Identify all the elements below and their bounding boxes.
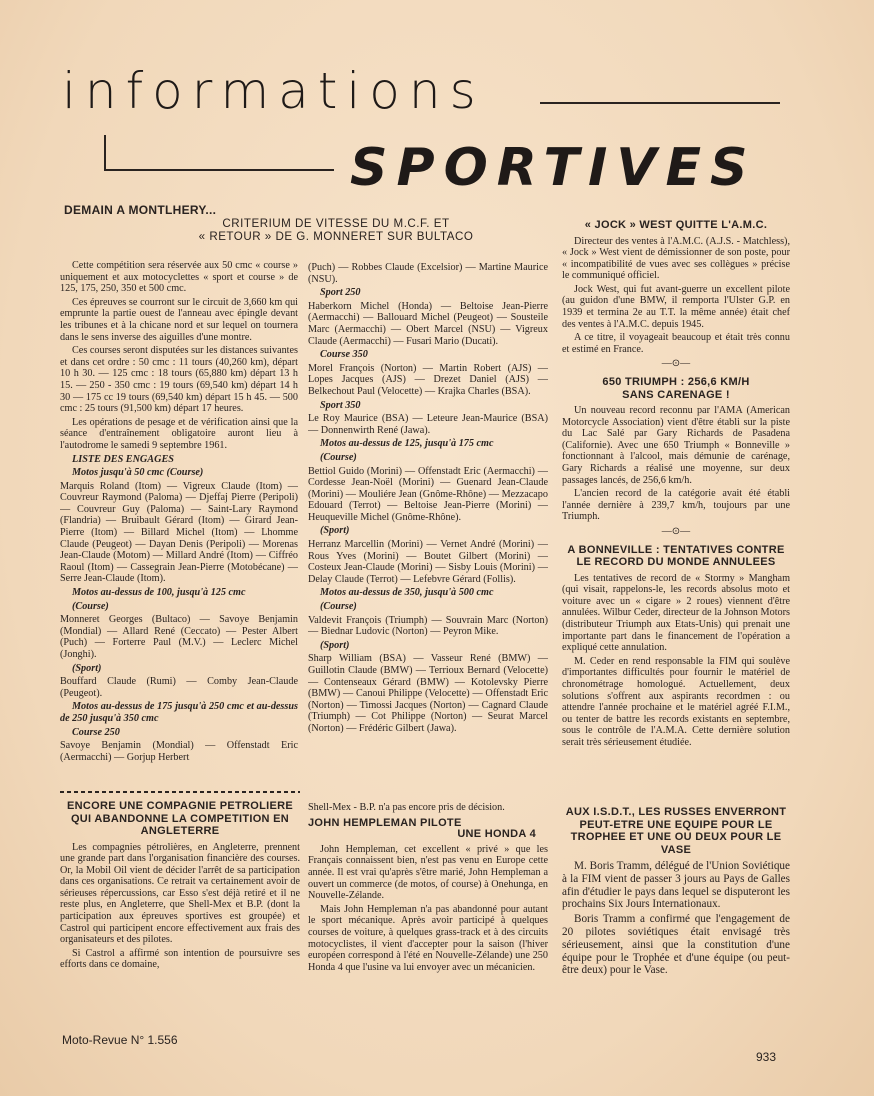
paragraph: Ces épreuves se courront sur le circuit de 3,660 km qui emprunte la partie ouest de l'anneau avec épingle devant les tribunes et à la chicane nord et sur lequel on tournera dans le sens inverse des aiguilles d'une montre.: [60, 296, 298, 343]
article-montlhery-col1: [60, 260, 298, 788]
category-heading: Sport 250: [320, 287, 361, 299]
category-heading: Motos jusqu'à 50 cmc (Course): [72, 467, 204, 479]
category-heading: Motos au-dessus de 175 jusqu'à 250 cmc et au-dessus de 250 jusqu'à 350 cmc: [60, 701, 298, 724]
entries-list: Sharp William (BSA) — Vasseur René (BMW) — Guillotin Claude (BMW) — Terrioux Bernard (Velocette) — Contenseaux Gérard (BMW) — Kotolevsky Pierre (BMW) — Canoui Philippe (Velocette) — Offenstadt Eric (Norton) — Timossi Jacques (Norton) — Cagnard Claude (Triumph) — Cot Philippe (Norton) — Seurat Marcel (Norton) — Frédéric Gilbert (Jawa).: [308, 653, 548, 734]
paragraph: M. Boris Tramm, délégué de l'Union Soviétique à la FIM vient de passer 3 jours au Pays de Galles afin d'étudier le pays dans lequel se disputeront les prochains Six Jours Internationaux.: [562, 860, 790, 911]
masthead-rule-vertical: [104, 135, 106, 171]
entries-list: Bettiol Guido (Morini) — Offenstadt Eric (Aermacchi) — Cordesse Jean-Noël (Morini) — Guenard Jean-Claude (Morini) — Mouliére Jean (Gnôme-Rhône) — Mezzacapo Edouard (Terrot) — Beltoise Jean-Pierre (Morini) — Heuqueville Michel (Gnôme-Rhône).: [308, 465, 548, 523]
paragraph: John Hempleman, cet excellent « privé » que les Français connaissent bien, n'est pas venu en Europe cette année. Il est vrai qu'après s'être marié, John Hempleman a ouvert un commerce (de motos, of course) à Onehunga, en Nouvelle-Zélande.: [308, 843, 548, 902]
masthead-sportives: SPORTIVES: [350, 138, 757, 198]
paragraph: Directeur des ventes à l'A.M.C. (A.J.S. - Matchless), « Jock » West vient de démissionner de son poste, pour « incompatibilité de vues avec ses collègues » précise le communiqué officiel.: [562, 235, 790, 282]
category-subheading: (Sport): [72, 662, 102, 674]
masthead-informations: informations: [62, 62, 485, 120]
article-triumph-title: 650 TRIUMPH : 256,6 KM/H: [602, 376, 750, 389]
article-petroliere-title: ENCORE UNE COMPAGNIE PETROLIERE QUI ABANDONNE LA COMPETITION EN ANGLETERRE: [66, 800, 294, 837]
separator-ornament: —⊙—: [661, 358, 691, 370]
category-heading: Course 350: [320, 349, 368, 361]
category-subheading: (Course): [320, 601, 357, 613]
article-bonneville-title: A BONNEVILLE : TENTATIVES CONTRE LE RECORD DU MONDE ANNULEES: [567, 543, 785, 569]
paragraph: Un nouveau record reconnu par l'AMA (American Motorcycle Association) vient d'être établi sur la piste du Lac Salé par Gary Richards de Pasadena (Californie). Avec une 650 Triumph « Bonneville » fonctionnant à l'alcool, mais démunie de carénage, Gary Richards a réalisé une moyenne, sur deux passages lancés, de 256,6 km/h.: [562, 405, 790, 486]
masthead-rule-right: [540, 102, 780, 104]
article-isdt: [562, 806, 790, 1038]
paragraph: A ce titre, il voyageait beaucoup et était très connu et estimé en France.: [562, 332, 790, 355]
category-subheading: (Sport): [320, 525, 350, 537]
category-heading: Motos au-dessus de 125, jusqu'à 175 cmc: [320, 438, 494, 450]
article-petroliere: [60, 786, 300, 1021]
paragraph: Cette compétition sera réservée aux 50 cmc « course » uniquement et aux motocyclettes « sport et course » de 125, 175, 250, 350 et 500 cmc.: [60, 260, 298, 295]
entries-list: Morel François (Norton) — Martin Robert (AJS) — Lopes Jacques (AJS) — Drezet Daniel (AJS) — Belkechout Paul (Velocette) — Krajka Charles (BSA).: [308, 362, 548, 397]
masthead-rule-bottom: [104, 169, 334, 171]
divider: [60, 789, 300, 795]
paragraph: M. Ceder en rend responsable la FIM qui soulève d'importantes difficultés pour fournir le matériel de chronométrage homologué. Actuellement, deux solutions s'offrent aux aspirants recordmen : ou attendre l'année prochaine et le matériel agréé F.I.M., ou tenter de battre les records existants en septembre, sous le contrôle de l'A.M.A. Cette dernière solution serait très sérieusement étudiée.: [562, 655, 790, 748]
paragraph: L'ancien record de la catégorie avait été établi l'année dernière à 239,7 km/h, toujours par une Triumph.: [562, 488, 790, 523]
article-hempleman-subtitle: UNE HONDA 4: [457, 828, 536, 841]
article-hempleman: [308, 802, 548, 1022]
entries-list: (Puch) — Robbes Claude (Excelsior) — Martine Maurice (NSU).: [308, 262, 548, 285]
entries-heading: LISTE DES ENGAGES: [72, 453, 174, 465]
article-montlhery-col2: [308, 262, 548, 788]
entries-list: Haberkorn Michel (Honda) — Beltoise Jean-Pierre (Aermacchi) — Ballouard Michel (Peugeot) — Sousteile Marc (Aermacchi) — Obert Marcel (NSU) — Vigreux Claude (Aermacchi) — Fusari Mario (Ducati).: [308, 300, 548, 347]
article-triumph-subtitle: SANS CARENAGE !: [622, 388, 730, 401]
category-subheading: (Sport): [320, 639, 350, 651]
category-heading: Motos au-dessus de 100, jusqu'à 125 cmc: [72, 587, 246, 599]
paragraph: Boris Tramm a confirmé que l'engagement de 20 pilotes soviétiques était envisagé très sérieusement, ainsi que la constitution d'une équipe pour le Trophée et d'une équipe (ou peut-être deux) pour le Vase.: [562, 913, 790, 977]
category-heading: Motos au-dessus de 350, jusqu'à 500 cmc: [320, 587, 494, 599]
paragraph: Mais John Hempleman n'a pas abandonné pour autant le sport mécanique. Après avoir participé à quelques courses de voiture, à quelques grass-track et à des circuits motocyclistes, il vient d'accepter pour la saison (l'hiver européen correspond à l'été en Nouvelle-Zélande) une 250 Honda 4 que l'usine va lui envoyer avec un mécanicien.: [308, 903, 548, 973]
entries-list: Valdevit François (Triumph) — Souvrain Marc (Norton) — Biednar Ludovic (Norton) — Peyron Mike.: [308, 614, 548, 638]
paragraph: Si Castrol a affirmé son intention de poursuivre ses efforts dans ce domaine,: [60, 947, 300, 971]
paragraph: Les opérations de pesage et de vérification ainsi que la séance d'entraînement obligatoire auront lieu à l'autodrome le samedi 9 septembre 1961.: [60, 416, 298, 451]
footer-magazine-issue: Moto-Revue N° 1.556: [62, 1033, 178, 1047]
entries-list: Marquis Roland (Itom) — Vigreux Claude (Itom) — Couvreur Raymond (Paloma) — Djeffaj Pierre (Peripoli) — Couvreur Guy (Paloma) — Saint-Lary Raymond (Flandria) — Bruibault Gérard (Itom) — Girard Jean-Pierre (Itom) — Billard Michel (Itom) — Lhomme Claude (Peugeot) — Dayan Denis (Peripoli) — Morenas Jean-Claude (Motom) — Millard André (Itom) — Ciffréo Raoul (Itom) — Cassegrain Jean-Pierre (Motobécane) — Serre Jean-Claude (Itom).: [60, 480, 298, 585]
article-column-3: [562, 219, 790, 799]
entries-list: Savoye Benjamin (Mondial) — Offenstadt Eric (Aermacchi) — Gorjup Herbert: [60, 740, 298, 763]
entries-list: Monneret Georges (Bultaco) — Savoye Benjamin (Mondial) — Allard René (Ceccato) — Pester Albert (Puch) — Forterre Paul (M.V.) — Leclerc Michel (Jonghi).: [60, 614, 298, 660]
article-montlhery-subtitle-2: « RETOUR » DE G. MONNERET SUR BULTACO: [198, 229, 474, 243]
paragraph: Ces courses seront disputées sur les distances suivantes et dans cet ordre : 50 cmc : 11 tours (40,260 km), départ 10 h 30. — 125 cmc : 18 tours (65,880 km) départ 13 h 15. — 250 - 350 cmc : 19 tours (69,540 km) départ 14 h 30 — 175 cc 19 tours (69,540 km) départ 15 h 45. — 500 cmc : 25 tours (91,500 km) départ 17 heures.: [60, 345, 298, 415]
article-jockwest-title: « JOCK » WEST QUITTE L'A.M.C.: [584, 219, 768, 231]
footer-page-number: 933: [756, 1050, 777, 1064]
paragraph: Shell-Mex - B.P. n'a pas encore pris de décision.: [308, 802, 505, 813]
category-subheading: Course 250: [72, 726, 120, 738]
article-montlhery-header: [64, 205, 548, 243]
article-isdt-title: AUX I.S.D.T., LES RUSSES ENVERRONT PEUT-ETRE UNE EQUIPE POUR LE TROPHEE ET UNE OU DEUX POUR LE VASE: [565, 806, 787, 856]
category-subheading: (Course): [320, 451, 357, 463]
article-hempleman-title: JOHN HEMPLEMAN PILOTE: [308, 816, 462, 829]
entries-list: Bouffard Claude (Rumi) — Comby Jean-Claude (Peugeot).: [60, 676, 298, 699]
article-montlhery-subtitle-1: CRITERIUM DE VITESSE DU M.C.F. ET: [222, 216, 450, 230]
paragraph: Jock West, qui fut avant-guerre un excellent pilote (au guidon d'une BMW, il remporta l'Ulster G.P. en 1939 et termina 2e au T.T. la même année) était chef des ventes à l'A.M.C. depuis 1945.: [562, 283, 790, 330]
separator-ornament: —⊙—: [661, 525, 691, 537]
entries-list: Herranz Marcellin (Morini) — Vernet André (Morini) — Rous Yves (Morini) — Boutet Gilbert (Morini) — Costeux Jean-Claude (Morini) — Sisby Louis (Morini) — Delay Claude (Terrot) — Lefebvre Gérard (Follis).: [308, 539, 548, 585]
entries-list: Le Roy Maurice (BSA) — Leteure Jean-Maurice (BSA) — Donnenwirth René (Jawa).: [308, 413, 548, 436]
paragraph: Les compagnies pétrolières, en Angleterre, prennent une grande part dans l'organisation financière des courses. Or, la Mobil Oil vient de décider l'arrêt de sa participation dans ces organisations. Ce retrait va certainement avoir de sérieuses répercussions, car Esso s'est déjà retiré et il ne reste plus, en Angleterre, que Shell-Mex et B.P. (dont la participation aux épreuves sportives est groupée) et Castrol qui participent encore effectivement aux frais des organisateurs et des pilotes.: [60, 841, 300, 946]
article-montlhery-title: DEMAIN A MONTLHERY...: [64, 205, 217, 217]
category-heading: Sport 350: [320, 399, 361, 411]
category-subheading: (Course): [72, 600, 109, 612]
paragraph: Les tentatives de record de « Stormy » Mangham (qui visait, rappelons-le, les records absolus moto et voiture avec un « cigare » 2 roues) viennent d'être annulées. Wilbur Ceder, directeur de la Johnson Motors (distributeur Triumph aux Etats-Unis) qui prenait une importante part dans le financement de l'opération a expliqué cette annulation.: [562, 572, 790, 654]
